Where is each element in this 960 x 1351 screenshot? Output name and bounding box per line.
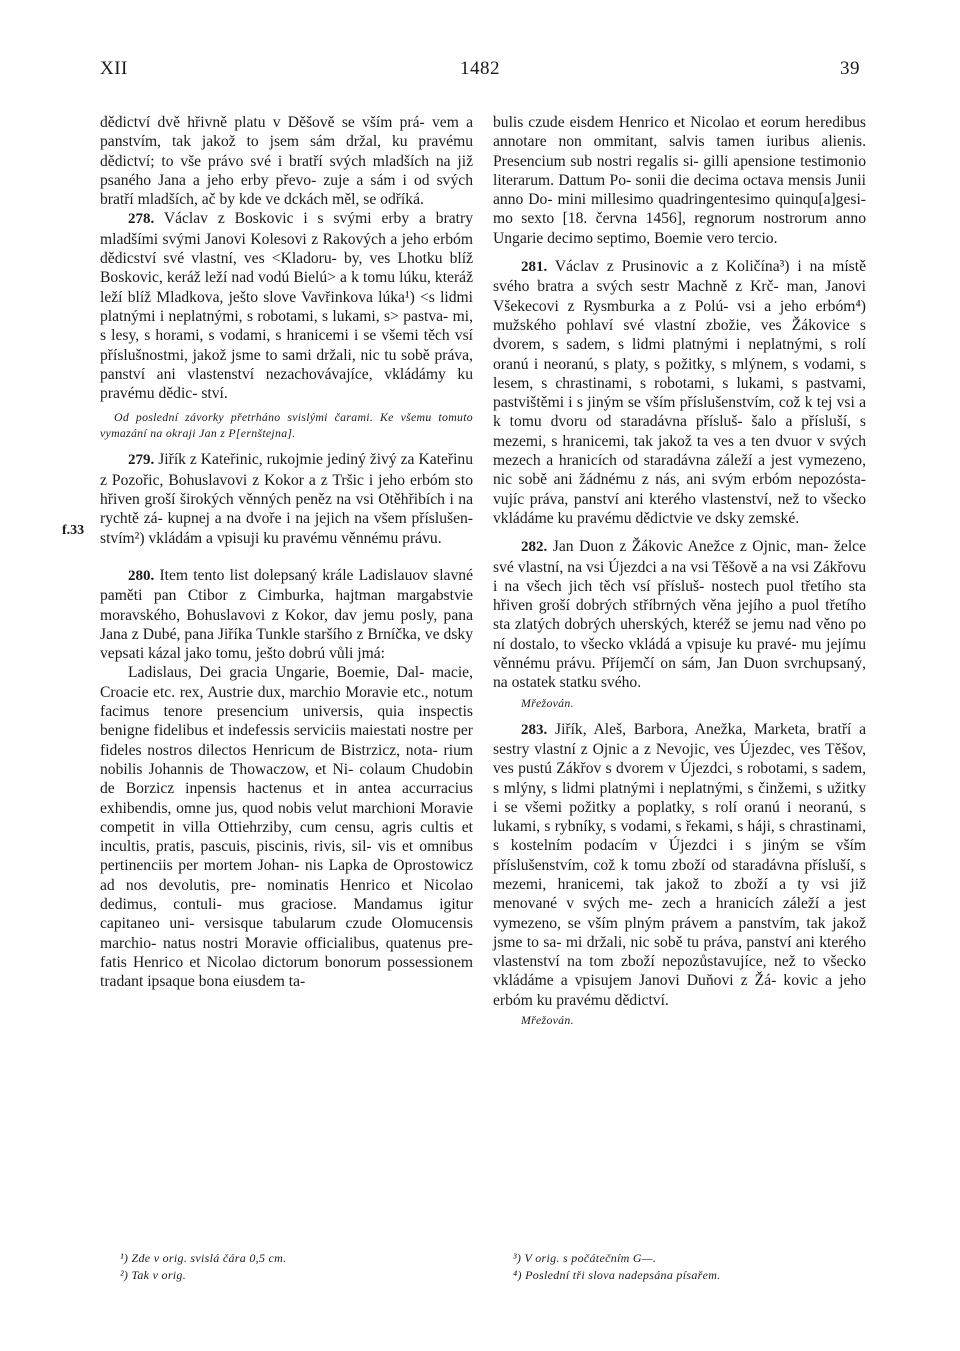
intro-paragraph: dědictví dvě hřivně platu v Děšově se vším prá- vem a panstvím, tak jakož to jsem sám držal, ku pravému dědictví; to vše právo své i bratří svých mladších na již psaného Jana a jeho erby převo- zuje a sám i od svých bratří mladších, ač by kde ve dckách měl, se odříká. [100, 114, 473, 209]
footnotes-right [513, 1250, 721, 1284]
entry-text: Jiřík, Aleš, Barbora, Anežka, Marketa, bratří a sestry vlastní z Ojnic a z Nevojic, ves Újezdec, ves Těšov, ves pustú Zákřov s dvorem v Újezdci, s robotami, s sadem, s mlýny, s lidmi platnými i neplatnými, s činžemi, s užitky i se všemi požitky a poplatky, s rolí oranú i neoranú, s lukami, s rybníky, s vodami, s řekami, s háji, s chrastinami, s kostelním podacím v Újezdci i s jiným se vším příslušenstvím, což k tomu zboží od staradávna přísluší, s mezemi, hranicemi, tak jakož to zboží a ty vsi již menované v svých me- zech a hranicích záleží a jest vymezeno, se vším plným právem a panstvím, tak jakož jsme to sa- mi držali, nic sobě tu práva, panství ani kterého vlastenství na tom zboží nepozůstavujíce, než to všecko vkládáme a vpisujem Janovi Duňovi z Žá- kovic a jeho erbóm ku pravému dědictví. [493, 720, 866, 1009]
entry-number: 280. [128, 567, 155, 584]
footnotes-left [120, 1250, 286, 1284]
entry-278 [100, 209, 473, 403]
scribe-signature: Mřežován. [521, 1013, 574, 1028]
scribe-signature: Mřežován. [521, 695, 574, 710]
entry-number: 279. [128, 452, 155, 469]
editorial-note: Od poslední závorky přetrháno svislými čarami. Ke všemu tomuto vymazání na okraji Jan z P[ernštejna]. [100, 410, 473, 441]
left-column [100, 113, 473, 991]
entry-283 [493, 720, 866, 1010]
right-column [493, 113, 866, 1028]
header-year: 1482 [460, 58, 500, 79]
entry-text: Václav z Prusinovic a z Količína³) i na místě svého bratra a svých sestr Machně z Krč- man, Janovi Všekecovi z Rysmburka a z Polú- vsi a jeho erbóm⁴) mužského pohlaví své vlastní zbožie, ves Žákovice s dvorem, s sadem, s lidmi platnými i neplatnými, s rolí oranú i neoranú, s platy, s požitky, s mlýnem, s vodami, s lesem, s chrastinami, s robotami, s lukami, s pastvami, pastvištěmi i s jiným se vším příslušenstvím, což k tej vsi a k tomu dvoru od staradávna přísluš- šalo a přísluší, s mezemi, s hranicemi, tak jakož ta ves a ten dvuor v svých mezech a hranicích od staradávna záleží a jest vymezeno, nic sobě ani žádnému z nás, ani svým erbóm nepozósta- vujíc práva, panství ani kterého vlastenství, než to všecko vkládáme ku pravému dědictvie ve dsky zemské. [493, 258, 866, 527]
entry-text: Václav z Boskovic i s svými erby a bratry mladšími svými Janovi Kolesovi z Rakových a jeho erbóm dědicství své vlastní, ves <Kladoru- by, ves Lhotku blíž Boskovic, keráž leží nad vodú Bielú> a k tomu lúku, kteráž leží blíž Mladkova, ješto slove Vavřinkova lúka¹) <s lidmi platnými i neplatnými, s robotami, s lukami, s> pastva- mi, s lesy, s horami, s vodami, s hranicemi i se všemi těch vsí příslušnostmi, jakož jsme to sami držali, nic tu sobě práva, panství ani vlastenství nezachovávajíce, vkládámy ku pravému dědic- ství. [100, 210, 474, 403]
entry-280 [100, 566, 473, 663]
page-number: 39 [840, 58, 860, 79]
entry-281 [493, 257, 866, 528]
footnote: ³) V orig. s počátečním G—. [513, 1251, 657, 1265]
entry-number: 281. [521, 259, 548, 276]
latin-charter: Ladislaus, Dei gracia Ungarie, Boemie, Dal- macie, Croacie etc. rex, Austrie dux, marchio Moravie etc., notum facimus tenore presencium universis, quia inspectis benigne fidelibus et indefessis serviciis maiestati nostre per fideles nostros dilectos Henricum de Bistrzicz, nota- rium nobilis Johannis de Thowaczow, et Ni- colaum Chudobin de Borzicz inpensis hactenus et in antea accurracius exhibendis, omne jus, quod nobis velut marchioni Moravie competit in villa Ottiehrziby, cum censu, agris cultis et incultis, pratis, pascuis, piscinis, rivis, sil- vis et omnibus pertinenciis per mortem Johan- nis Lapka de Oprostowicz ad nos devolutis, pre- nominatis Henrico et Nicolao dedimus, contuli- mus graciose. Mandamus igitur capitaneo uni- versisque tabularum czude Olomucensis marchio- natus nostri Moravie officialibus, quatenus pre- fatis Henrico et Nicolao dictorum bonorum possessionem tradant ipsaque bona eiusdem ta- [100, 664, 473, 991]
footnote: ⁴) Poslední tři slova nadepsána písařem. [513, 1268, 721, 1282]
entry-282 [493, 537, 866, 692]
entry-279 [100, 450, 473, 547]
header-volume: XII [100, 58, 128, 79]
entry-number: 278. [128, 211, 155, 228]
footnote: ²) Tak v orig. [120, 1268, 187, 1282]
footnote: ¹) Zde v orig. svislá čára 0,5 cm. [120, 1251, 287, 1265]
entry-text: Item tento list dolepsaný krále Ladislauov slavné paměti pan Ctibor z Cimburka, hajtman margabstvie moravského, Bohuslavovi z Kokor, dav jemu posly, pana Jana z Dubé, pana Jiříka Tunkle staršího z Brníčka, ve dsky vepsati kázal jako tomu, ješto dobrú vůli jmá: [100, 566, 473, 663]
entry-number: 283. [521, 721, 548, 738]
entry-number: 282. [521, 539, 548, 556]
charter-continuation: bulis czude eisdem Henrico et Nicolao et eorum heredibus annotare non ommitant, salvis tamen iuribus alienis. Presencium sub nostri regalis si- gilli apensione testimonio literarum. Dattum Po- sonii die decima octava mensis Junii anno Do- mini millesimo quadringentesimo quinqu[a]gesi- mo sexto [18. června 1456], regnorum nostrorum anno Ungarie decimo septimo, Boemie vero tercio. [493, 114, 866, 247]
entry-text: Jan Duon z Žákovic Anežce z Ojnic, man- želce své vlastní, na vsi Újezdci a na vsi Těšově a na vsi Zákřovu i na všech jich těch vsí přísluš- nostech puol třetího sta hřiven groší dobrých stříbrných věna jejího a puol třetího sta zlatých dobrých uherských, kteréž se jemu nad věno po ní dostalo, to všecko vkládá a vpisuje ku pravé- mu jejímu věnnému právu. Příjemčí on sám, Jan Duon svrchupsaný, na ostatek statku svého. [493, 538, 866, 692]
entry-text: Jiřík z Kateřinic, rukojmie jediný živý za Kateřinu z Pozořic, Bohuslavovi z Kokor a z Tršic i jeho erbóm sto hřiven groší širokých věnných peněz na vsi Otěhřibích i na rychtě zá- kupnej a na dvoře i na jejich na všem příslušen- stvím²) vkládám a vpisuji ku pravému věnnému právu. [100, 451, 473, 547]
margin-folio-note: f.33 [62, 523, 85, 538]
